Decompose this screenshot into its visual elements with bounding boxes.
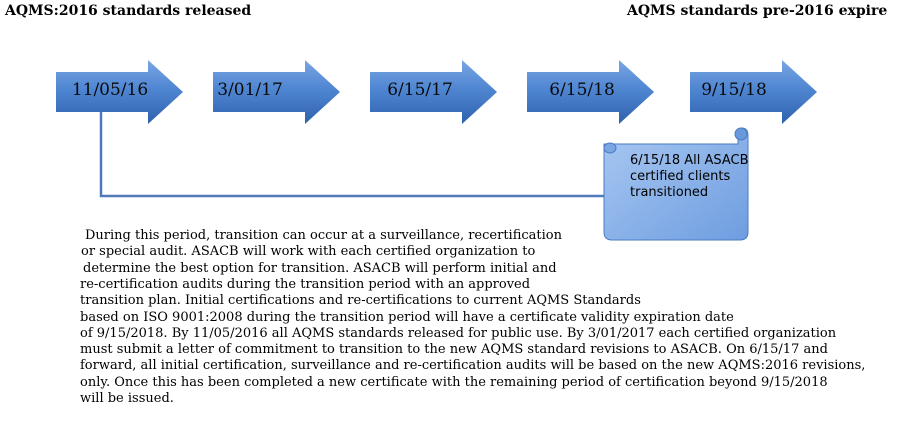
paragraph-line: determine the best option for transition. ASACB will perform initial and: [83, 261, 557, 276]
timeline-date-1: 11/05/16: [71, 80, 149, 100]
paragraph-line: of 9/15/2018. By 11/05/2016 all AQMS standards released for public use. By 3/01/2017 each certified organization: [80, 326, 837, 341]
timeline-date-2: 3/01/17: [217, 80, 283, 100]
callout-text: 6/15/18 All ASACB certified clients transitioned: [630, 153, 749, 200]
paragraph-line: transition plan. Initial certifications and re-certifications to current AQMS Standards: [80, 293, 641, 308]
paragraph-line: During this period, transition can occur at a surveillance, recertification: [85, 228, 562, 243]
heading-standards-released: AQMS:2016 standards released: [5, 3, 252, 19]
paragraph-line: must submit a letter of commitment to transition to the new AQMS standard revisions to ASACB. On 6/15/17 and: [80, 342, 828, 357]
timeline-connector: [101, 110, 608, 196]
timeline-date-3: 6/15/17: [387, 80, 453, 100]
timeline-date-5: 9/15/18: [701, 80, 767, 100]
paragraph-line: forward, all initial certification, surveillance and re-certification audits will be based on the new AQMS:2016 revisions,: [80, 358, 866, 373]
paragraph-line: re-certification audits during the transition period with an approved: [80, 277, 531, 292]
paragraph-line: or special audit. ASACB will work with each certified organization to: [81, 244, 536, 259]
paragraph-line: only. Once this has been completed a new certificate with the remaining period of certification beyond 9/15/2018: [80, 375, 828, 390]
paragraph-line: based on ISO 9001:2008 during the transition period will have a certificate validity expiration date: [80, 310, 734, 325]
heading-standards-expire: AQMS standards pre-2016 expire: [627, 3, 888, 19]
paragraph-line: will be issued.: [80, 391, 174, 406]
timeline-date-4: 6/15/18: [549, 80, 615, 100]
